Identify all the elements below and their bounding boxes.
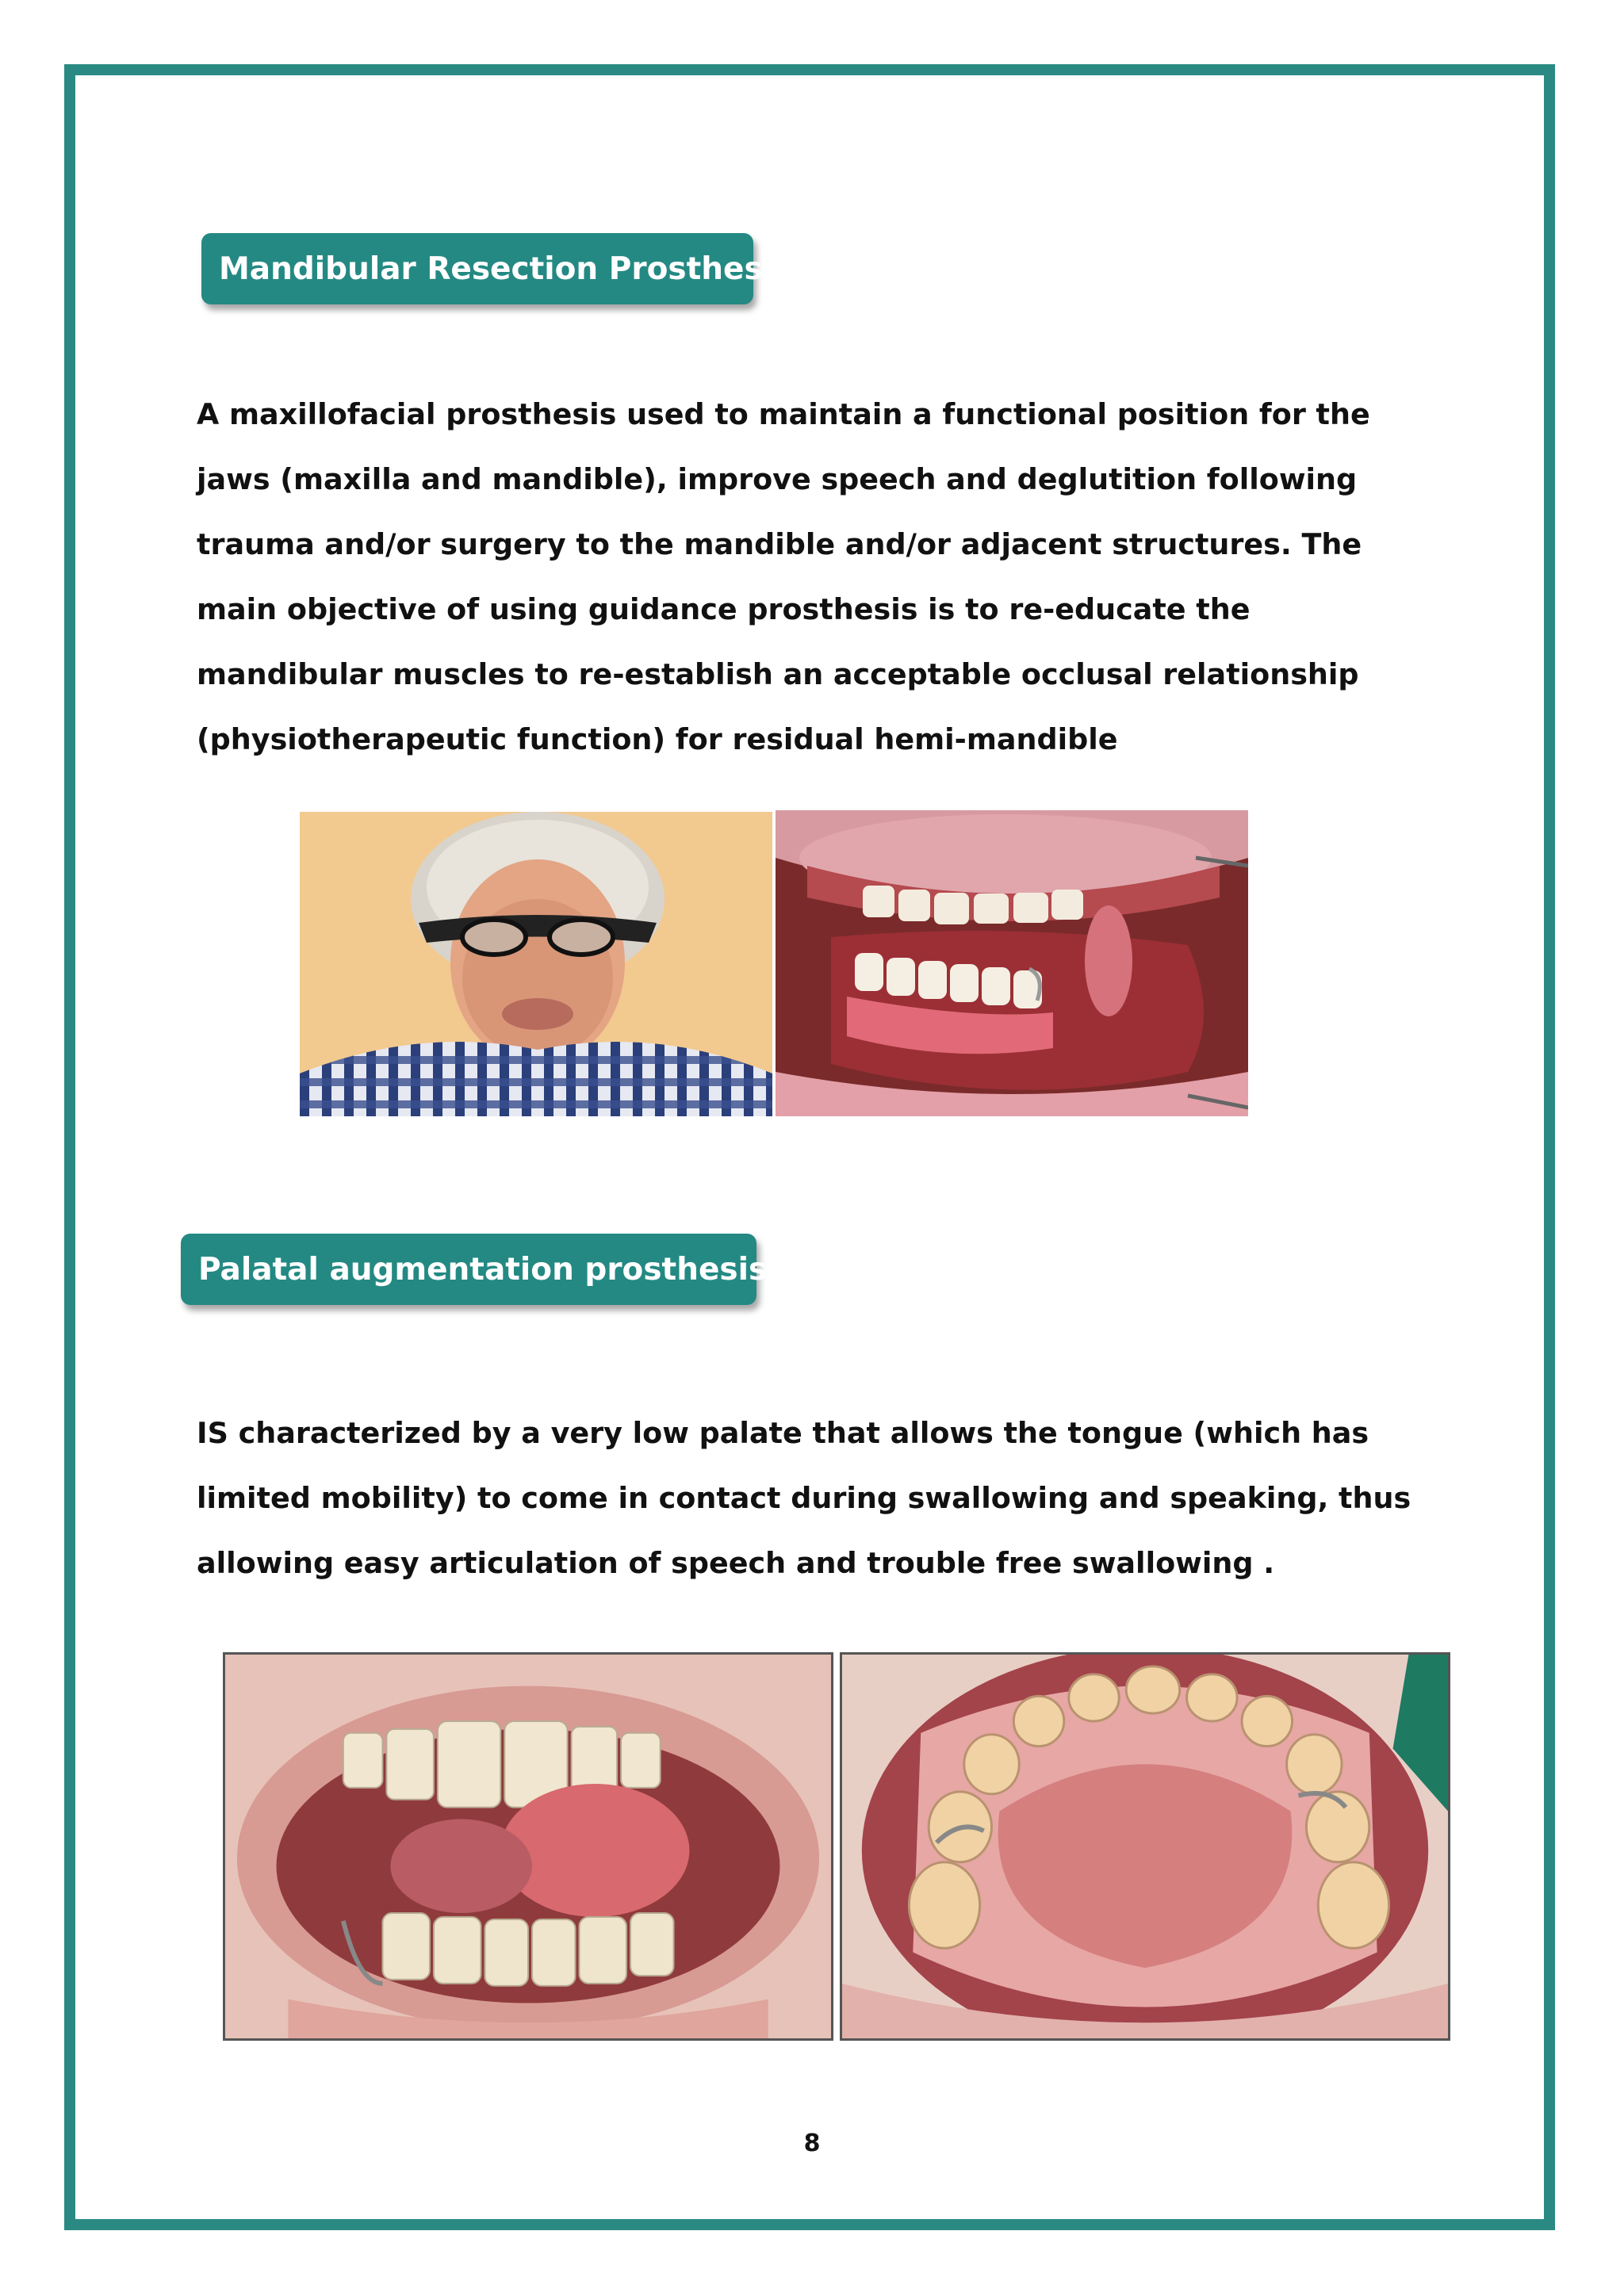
section-paragraph-palatal-augmentation: IS characterized by a very low palate that allows the tongue (which has limited mobility) to come in contact during swallowing and speaking, thus allowing easy articulation of speech and trouble free swallowing . bbox=[197, 1416, 1411, 1580]
section-heading-palatal-augmentation: Palatal augmentation prosthesis bbox=[181, 1234, 756, 1305]
section-heading-mandibular-resection: Mandibular Resection Prosthesis bbox=[201, 233, 753, 304]
palatal-prosthesis-photo bbox=[840, 1652, 1450, 2041]
section-paragraph-mandibular-resection: A maxillofacial prosthesis used to maintain a functional position for the jaws (maxilla and mandible), improve speech and deglutition following trauma and/or surgery to the mandible and/or adjacent structures. The main objective of using guidance prosthesis is to re-educate the mandibular muscles to re-establish an acceptable occlusal relationship (physiotherapeutic function) for residual hemi-mandible bbox=[197, 397, 1370, 756]
patient-portrait-photo bbox=[300, 812, 772, 1116]
open-mouth-tongue-photo bbox=[223, 1652, 833, 2041]
intraoral-mandibular-photo bbox=[776, 810, 1248, 1116]
page-number: 8 bbox=[803, 2130, 821, 2157]
